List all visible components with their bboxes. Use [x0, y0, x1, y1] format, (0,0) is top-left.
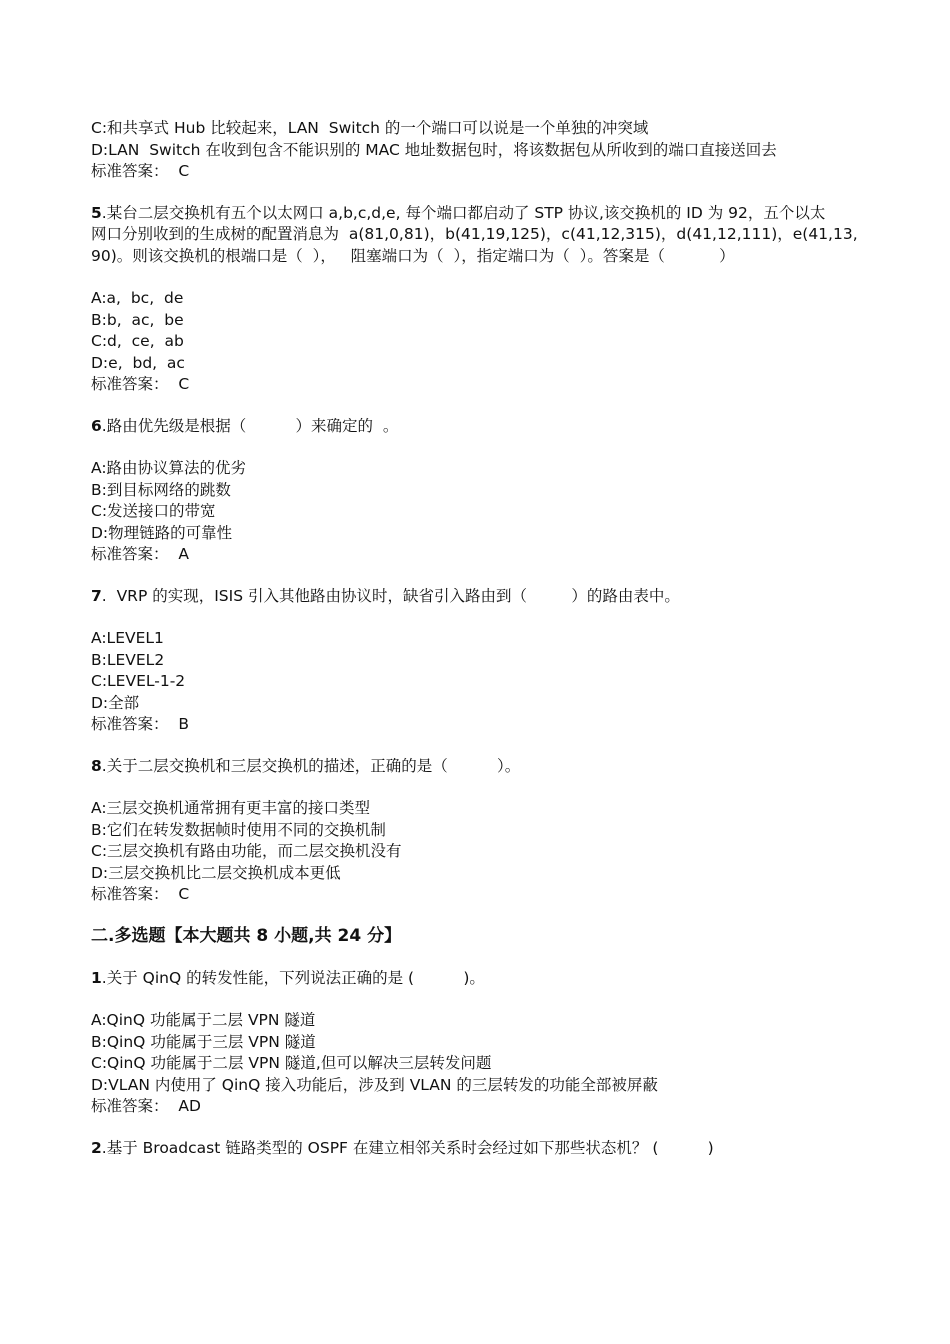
option-d: D:全部 — [91, 693, 140, 712]
question-text: .关于 QinQ 的转发性能，下列说法正确的是 ( )。 — [101, 968, 485, 987]
prev-question — [91, 118, 891, 183]
option-c: C:QinQ 功能属于二层 VPN 隧道,但可以解决三层转发问题 — [91, 1054, 492, 1072]
question-number: 2 — [91, 1138, 102, 1157]
answer: 标准答案： AD — [91, 1097, 201, 1115]
answer: 标准答案： A — [91, 545, 189, 563]
multi-question-2 — [91, 1138, 891, 1160]
option-d: D:三层交换机比二层交换机成本更低 — [91, 863, 341, 882]
question-text: .某台二层交换机有五个以太网口 a,b,c,d,e, 每个端口都启动了 STP 协议,该交换机的 ID 为 92，五个以太 — [101, 203, 826, 222]
question-number: 5 — [91, 203, 102, 222]
options — [91, 1010, 891, 1118]
option-b: B:它们在转发数据帧时使用不同的交换机制 — [91, 820, 386, 839]
option-c: C:d, ce, ab — [91, 332, 184, 350]
option-d: D:物理链路的可靠性 — [91, 523, 233, 542]
question-6 — [91, 416, 891, 566]
option-d: D:e, bd, ac — [91, 353, 185, 372]
answer: 标准答案： C — [91, 885, 190, 903]
answer: 标准答案： B — [91, 715, 189, 733]
option-c: C:发送接口的带宽 — [91, 502, 216, 520]
option-a: A:三层交换机通常拥有更丰富的接口类型 — [91, 799, 371, 817]
option-b: B:到目标网络的跳数 — [91, 480, 231, 499]
options — [91, 628, 891, 736]
section-heading: 二.多选题【本大题共 8 小题,共 24 分】 — [91, 925, 402, 946]
question-text-line-2: 网口分别收到的生成树的配置消息为 a(81,0,81)，b(41,19,125)，c(41,12,315)，d(41,12,111)，e(41,13, — [91, 225, 858, 243]
option-a: A:a, bc, de — [91, 289, 184, 307]
option-a: A:路由协议算法的优劣 — [91, 459, 247, 477]
option-c: C:和共享式 Hub 比较起来，LAN Switch 的一个端口可以说是一个单独的冲突域 — [91, 119, 649, 137]
question-8 — [91, 756, 891, 906]
question-text: .关于二层交换机和三层交换机的描述，正确的是（ ）。 — [101, 756, 521, 775]
question-number: 8 — [91, 756, 102, 775]
option-c: C:三层交换机有路由功能，而二层交换机没有 — [91, 842, 402, 860]
answer: 标准答案： C — [91, 162, 190, 180]
question-5 — [91, 203, 891, 396]
option-c: C:LEVEL-1-2 — [91, 672, 186, 690]
options — [91, 798, 891, 906]
document-page — [91, 118, 891, 1159]
question-text: .基于 Broadcast 链路类型的 OSPF 在建立相邻关系时会经过如下那些状态机？ ( ) — [101, 1138, 714, 1157]
multi-question-1 — [91, 968, 891, 1118]
question-text: . VRP 的实现，ISIS 引入其他路由协议时，缺省引入路由到（ ）的路由表中。 — [101, 586, 680, 605]
question-number: 6 — [91, 416, 102, 435]
question-7 — [91, 586, 891, 736]
option-b: B:QinQ 功能属于三层 VPN 隧道 — [91, 1032, 316, 1051]
question-text-line-3: 90)。则该交换机的根端口是（ ）， 阻塞端口为（ ），指定端口为（ ）。答案是（ ） — [91, 246, 735, 265]
option-b: B:b, ac, be — [91, 310, 184, 329]
options — [91, 458, 891, 566]
option-a: A:LEVEL1 — [91, 629, 164, 647]
option-a: A:QinQ 功能属于二层 VPN 隧道 — [91, 1011, 316, 1029]
option-d: D:LAN Switch 在收到包含不能识别的 MAC 地址数据包时，将该数据包从所收到的端口直接送回去 — [91, 140, 777, 159]
option-d: D:VLAN 内使用了 QinQ 接入功能后，涉及到 VLAN 的三层转发的功能全部被屏蔽 — [91, 1075, 658, 1094]
answer: 标准答案： C — [91, 375, 190, 393]
question-text: .路由优先级是根据（ ）来确定的 。 — [101, 416, 399, 435]
option-b: B:LEVEL2 — [91, 650, 165, 669]
question-number: 7 — [91, 586, 102, 605]
question-number: 1 — [91, 968, 102, 987]
options — [91, 288, 891, 396]
